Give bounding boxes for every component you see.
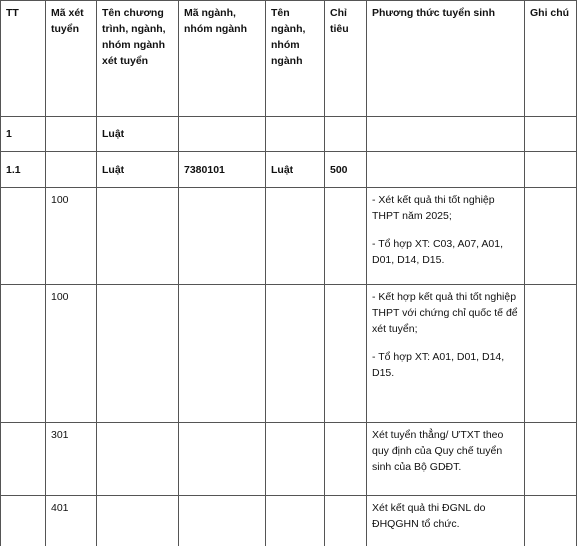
cell-ma-xet-tuyen: 100	[46, 188, 97, 285]
cell-ten-nganh: Luật	[266, 152, 325, 188]
cell-ma-nganh	[179, 188, 266, 285]
admission-method-text: Xét tuyển thẳng/ ƯTXT theo quy định của Quy chế tuyển sinh của Bộ GDĐT.	[372, 429, 504, 473]
cell-ghi-chu	[525, 152, 577, 188]
table-row	[1, 188, 577, 285]
cell-phuong-thuc	[367, 117, 525, 152]
cell-phuong-thuc	[367, 188, 525, 285]
header-ten-chuong-trinh: Tên chương trình, ngành, nhóm ngành xét tuyển	[97, 1, 179, 117]
table-row	[1, 496, 577, 546]
admission-method-text: - Tổ hợp XT: C03, A07, A01, D01, D14, D15.	[372, 238, 504, 266]
admission-method-text: - Tổ hợp XT: A01, D01, D14, D15.	[372, 351, 505, 379]
table-row	[1, 117, 577, 152]
cell-ghi-chu	[525, 188, 577, 285]
admission-method-text: - Xét kết quả thi tốt nghiệp THPT năm 2025;	[372, 194, 495, 222]
cell-ma-xet-tuyen: 100	[46, 285, 97, 423]
header-tt: TT	[1, 1, 46, 117]
cell-tt	[1, 496, 46, 546]
cell-ten-chuong-trinh: Luật	[97, 117, 179, 152]
cell-ghi-chu	[525, 285, 577, 423]
header-ma-xet-tuyen: Mã xét tuyển	[46, 1, 97, 117]
cell-tt: 1	[1, 117, 46, 152]
table-row	[1, 285, 577, 423]
cell-ghi-chu	[525, 423, 577, 496]
cell-tt	[1, 285, 46, 423]
header-phuong-thuc: Phương thức tuyển sinh	[367, 1, 525, 117]
cell-ma-nganh	[179, 423, 266, 496]
cell-ghi-chu	[525, 117, 577, 152]
header-chi-tieu: Chỉ tiêu	[325, 1, 367, 117]
header-ten-nganh: Tên ngành, nhóm ngành	[266, 1, 325, 117]
admission-method-text: Xét kết quả thi ĐGNL do ĐHQGHN tổ chức.	[372, 502, 486, 530]
cell-tt	[1, 423, 46, 496]
cell-phuong-thuc	[367, 285, 525, 423]
cell-ma-xet-tuyen	[46, 152, 97, 188]
cell-ma-xet-tuyen: 301	[46, 423, 97, 496]
cell-ma-xet-tuyen: 401	[46, 496, 97, 546]
cell-phuong-thuc	[367, 152, 525, 188]
cell-ma-xet-tuyen	[46, 117, 97, 152]
cell-ten-chuong-trinh: Luật	[97, 152, 179, 188]
table-row	[1, 152, 577, 188]
cell-ten-nganh	[266, 285, 325, 423]
cell-chi-tieu: 500	[325, 152, 367, 188]
cell-ma-nganh: 7380101	[179, 152, 266, 188]
cell-ten-chuong-trinh	[97, 496, 179, 546]
cell-ma-nganh	[179, 496, 266, 546]
cell-tt: 1.1	[1, 152, 46, 188]
cell-phuong-thuc	[367, 423, 525, 496]
cell-chi-tieu	[325, 188, 367, 285]
cell-tt	[1, 188, 46, 285]
cell-chi-tieu	[325, 117, 367, 152]
header-row	[1, 1, 577, 117]
cell-chi-tieu	[325, 496, 367, 546]
cell-ten-chuong-trinh	[97, 423, 179, 496]
cell-ghi-chu	[525, 496, 577, 546]
cell-chi-tieu	[325, 423, 367, 496]
admission-method-text: - Kết hợp kết quả thi tốt nghiệp THPT với chứng chỉ quốc tế để xét tuyển;	[372, 291, 518, 335]
header-ma-nganh: Mã ngành, nhóm ngành	[179, 1, 266, 117]
cell-ten-nganh	[266, 188, 325, 285]
header-ghi-chu: Ghi chú	[525, 1, 577, 117]
cell-ma-nganh	[179, 117, 266, 152]
cell-ma-nganh	[179, 285, 266, 423]
cell-ten-chuong-trinh	[97, 285, 179, 423]
table-row	[1, 423, 577, 496]
cell-chi-tieu	[325, 285, 367, 423]
cell-ten-nganh	[266, 496, 325, 546]
cell-ten-nganh	[266, 423, 325, 496]
cell-ten-chuong-trinh	[97, 188, 179, 285]
cell-ten-nganh	[266, 117, 325, 152]
cell-phuong-thuc	[367, 496, 525, 546]
